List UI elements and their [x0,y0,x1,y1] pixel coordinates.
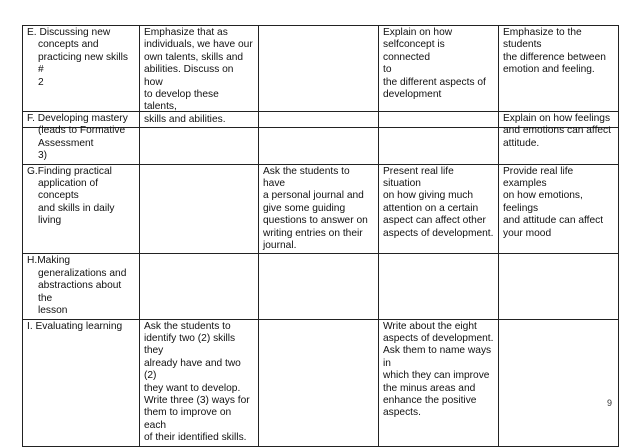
table-cell [259,319,379,446]
table-cell [140,254,259,319]
row-label-continued: generalizations and abstractions about the lesson [38,267,127,317]
table-cell [259,164,379,254]
table-cell [499,164,619,254]
row-label: F. Developing mastery [27,113,128,124]
cell-text: Present real life situation on how giving much attention on a certain aspect can affect other aspects of development. [383,165,494,239]
row-label: E. Discussing new [27,27,111,38]
table-row [23,164,619,254]
table-cell [499,319,619,446]
lesson-plan-table-bottom [22,111,619,447]
row-label-continued: application of concepts and skills in daily living [38,178,115,227]
table-cell [140,112,259,165]
table-cell [379,112,499,165]
table-cell [259,254,379,319]
cell-text: Ask the students to identify two (2) skills they already have and two (2) they want to develop. Write three (3) ways for them to improve on each of their identified skills. [144,320,250,444]
row-label-cell [23,164,140,254]
table-row [23,254,619,319]
row-label-cell [23,112,140,165]
table-cell [379,254,499,319]
table-cell [140,164,259,254]
table-cell [499,112,619,165]
row-label: G.Finding practical [27,165,112,177]
table-cell [379,164,499,254]
cell-text: Emphasize that as individuals, we have our own talents, skills and abilities. Discuss on how to develop these talents, skills and abilities. [144,27,253,125]
cell-text: Provide real life examples on how emotions, feelings and attitude can affect your mood [503,165,604,239]
row-label-continued: concepts and practicing new skills # 2 [38,39,129,88]
table-row [23,112,619,165]
cell-text: Emphasize to the students the difference between emotion and feeling. [503,27,606,76]
cell-text: Ask the students to have a personal journal and give some guiding questions to answer on writing entries on their journal. [263,165,368,252]
table-cell [499,254,619,319]
cell-text: Explain on how selfconcept is connected to the different aspects of development [383,27,486,101]
row-label: H.Making [27,255,71,267]
row-label-cell [23,319,140,446]
table-cell [379,319,499,446]
row-label-continued: (leads to Formative Assessment 3) [38,125,126,162]
row-label-cell [23,254,140,319]
table-cell [259,112,379,165]
cell-text: Write about the eight aspects of development. Ask them to name ways in which they can improve the minus areas and enhance the positive aspects. [383,320,494,419]
page-number: 9 [606,398,612,408]
row-label: I. Evaluating learning [27,320,123,332]
table-cell [140,319,259,446]
table-row [23,319,619,446]
cell-text: Explain on how feelings and emotions can affect attitude. [503,113,611,149]
